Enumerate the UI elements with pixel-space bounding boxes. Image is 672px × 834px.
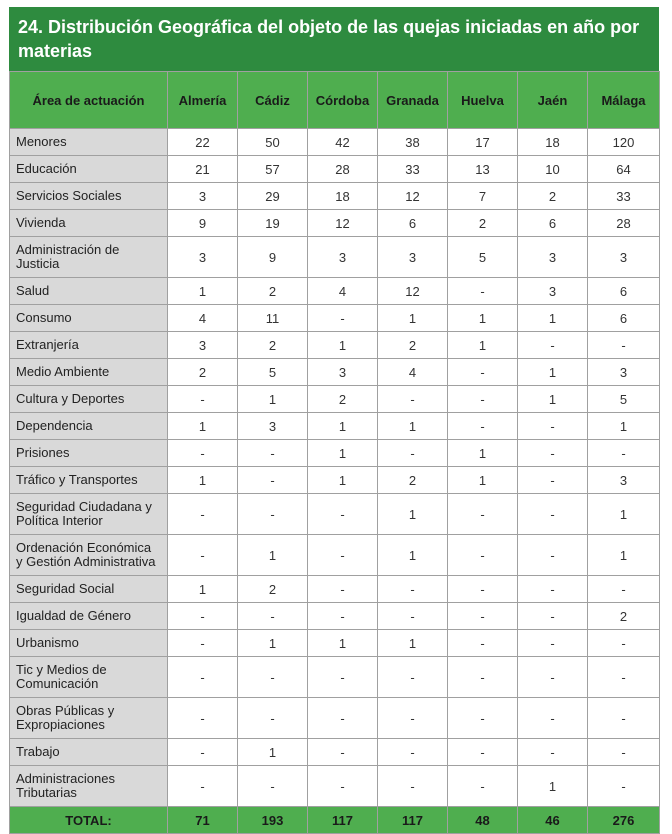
cell-value: 1 [378,305,448,332]
cell-value: - [378,766,448,807]
cell-value: - [308,603,378,630]
cell-value: 1 [518,359,588,386]
cell-value: 12 [378,278,448,305]
cell-value: 1 [308,413,378,440]
cell-value: - [588,657,660,698]
cell-value: 1 [518,766,588,807]
cell-value: - [448,603,518,630]
cell-value: 3 [168,332,238,359]
cell-value: 1 [378,630,448,657]
cell-value: 1 [448,305,518,332]
cell-value: 1 [238,535,308,576]
cell-value: - [518,440,588,467]
cell-value: - [378,440,448,467]
cell-value: - [168,494,238,535]
cell-value: 19 [238,210,308,237]
row-label: Igualdad de Género [10,603,168,630]
cell-value: - [448,413,518,440]
cell-value: - [168,698,238,739]
cell-value: 9 [238,237,308,278]
cell-value: - [448,766,518,807]
row-label: Menores [10,129,168,156]
total-row [10,807,660,834]
table-frame [9,7,659,834]
table-row [10,657,660,698]
table-row [10,739,660,766]
row-label: Salud [10,278,168,305]
header-jaen: Jaén [518,72,588,129]
table-row [10,440,660,467]
cell-value: - [238,494,308,535]
cell-value: 2 [238,278,308,305]
header-granada: Granada [378,72,448,129]
row-label: Trabajo [10,739,168,766]
cell-value: - [308,305,378,332]
table-row [10,386,660,413]
cell-value: 42 [308,129,378,156]
cell-value: 50 [238,129,308,156]
row-label: Consumo [10,305,168,332]
cell-value: 3 [238,413,308,440]
table-row [10,183,660,210]
total-value: 117 [378,807,448,834]
table-row [10,698,660,739]
cell-value: - [588,698,660,739]
cell-value: 28 [588,210,660,237]
cell-value: 2 [238,576,308,603]
cell-value: 1 [518,386,588,413]
cell-value: - [308,657,378,698]
cell-value: - [378,739,448,766]
cell-value: - [518,535,588,576]
row-label: Obras Públicas y Expropiaciones [10,698,168,739]
cell-value: - [378,386,448,413]
cell-value: 4 [378,359,448,386]
cell-value: 1 [308,332,378,359]
cell-value: 12 [378,183,448,210]
cell-value: - [168,603,238,630]
cell-value: - [588,576,660,603]
cell-value: 2 [588,603,660,630]
cell-value: - [448,698,518,739]
cell-value: - [238,467,308,494]
cell-value: 22 [168,129,238,156]
cell-value: - [588,440,660,467]
cell-value: 1 [448,467,518,494]
cell-value: - [378,698,448,739]
cell-value: - [518,332,588,359]
table-row [10,156,660,183]
row-label: Extranjería [10,332,168,359]
cell-value: - [378,576,448,603]
cell-value: 1 [168,467,238,494]
cell-value: 1 [588,413,660,440]
cell-value: 2 [308,386,378,413]
cell-value: 38 [378,129,448,156]
cell-value: 12 [308,210,378,237]
table-row [10,630,660,657]
cell-value: 1 [588,535,660,576]
header-row [10,72,660,129]
table-row [10,305,660,332]
cell-value: - [518,494,588,535]
row-label: Seguridad Ciudadana y Política Interior [10,494,168,535]
cell-value: - [168,630,238,657]
cell-value: - [518,657,588,698]
cell-value: 2 [378,467,448,494]
cell-value: - [448,386,518,413]
cell-value: 1 [308,467,378,494]
cell-value: 3 [308,237,378,278]
cell-value: - [168,535,238,576]
cell-value: - [168,440,238,467]
row-label: Urbanismo [10,630,168,657]
cell-value: 1 [378,494,448,535]
cell-value: 11 [238,305,308,332]
cell-value: - [308,576,378,603]
cell-value: 1 [238,739,308,766]
cell-value: 4 [308,278,378,305]
cell-value: - [518,630,588,657]
table-row [10,766,660,807]
total-value: 48 [448,807,518,834]
cell-value: 2 [448,210,518,237]
cell-value: 3 [168,237,238,278]
cell-value: 3 [588,359,660,386]
cell-value: 120 [588,129,660,156]
cell-value: - [588,766,660,807]
row-label: Medio Ambiente [10,359,168,386]
cell-value: - [588,630,660,657]
cell-value: 3 [518,278,588,305]
cell-value: 2 [378,332,448,359]
cell-value: - [518,739,588,766]
row-label: Servicios Sociales [10,183,168,210]
cell-value: - [238,440,308,467]
cell-value: 1 [588,494,660,535]
cell-value: 21 [168,156,238,183]
cell-value: - [168,386,238,413]
row-label: Dependencia [10,413,168,440]
cell-value: 2 [168,359,238,386]
cell-value: - [518,576,588,603]
cell-value: - [238,657,308,698]
cell-value: 6 [588,305,660,332]
cell-value: 1 [238,386,308,413]
row-label: Tic y Medios de Comunicación [10,657,168,698]
header-cadiz: Cádiz [238,72,308,129]
header-cordoba: Córdoba [308,72,378,129]
cell-value: 1 [448,332,518,359]
cell-value: 1 [168,576,238,603]
cell-value: 18 [308,183,378,210]
cell-value: 13 [448,156,518,183]
cell-value: - [168,739,238,766]
cell-value: 1 [308,630,378,657]
cell-value: - [448,278,518,305]
table-row [10,332,660,359]
cell-value: - [448,576,518,603]
table-row [10,237,660,278]
cell-value: - [308,739,378,766]
cell-value: 28 [308,156,378,183]
cell-value: - [168,766,238,807]
cell-value: - [588,332,660,359]
cell-value: 6 [378,210,448,237]
cell-value: - [308,766,378,807]
cell-value: 1 [448,440,518,467]
cell-value: - [448,359,518,386]
row-label: Administración de Justicia [10,237,168,278]
total-value: 276 [588,807,660,834]
cell-value: - [448,535,518,576]
cell-value: 1 [518,305,588,332]
cell-value: 3 [308,359,378,386]
total-value: 117 [308,807,378,834]
table-row [10,359,660,386]
table-row [10,576,660,603]
table-row [10,210,660,237]
cell-value: 3 [168,183,238,210]
cell-value: - [378,603,448,630]
cell-value: 2 [518,183,588,210]
cell-value: - [448,657,518,698]
cell-value: 1 [238,630,308,657]
cell-value: 3 [378,237,448,278]
cell-value: - [518,603,588,630]
table-row [10,278,660,305]
row-label: Prisiones [10,440,168,467]
header-almeria: Almería [168,72,238,129]
total-value: 193 [238,807,308,834]
cell-value: 3 [518,237,588,278]
table-row [10,603,660,630]
cell-value: 29 [238,183,308,210]
cell-value: 3 [588,467,660,494]
cell-value: 10 [518,156,588,183]
row-label: Vivienda [10,210,168,237]
cell-value: - [518,698,588,739]
cell-value: - [308,494,378,535]
table-row [10,467,660,494]
cell-value: - [588,739,660,766]
cell-value: - [238,698,308,739]
cell-value: 64 [588,156,660,183]
cell-value: 5 [588,386,660,413]
cell-value: - [378,657,448,698]
cell-value: - [448,494,518,535]
row-label: Educación [10,156,168,183]
cell-value: 1 [378,535,448,576]
cell-value: 33 [588,183,660,210]
row-label: Seguridad Social [10,576,168,603]
cell-value: - [238,766,308,807]
cell-value: 18 [518,129,588,156]
row-label: Administraciones Tributarias [10,766,168,807]
cell-value: 6 [588,278,660,305]
cell-value: - [308,535,378,576]
row-label: Ordenación Económica y Gestión Administrativa [10,535,168,576]
cell-value: 5 [238,359,308,386]
complaints-table [9,71,660,834]
cell-value: 1 [308,440,378,467]
total-value: 46 [518,807,588,834]
cell-value: - [518,467,588,494]
header-malaga: Málaga [588,72,660,129]
cell-value: - [448,630,518,657]
total-value: 71 [168,807,238,834]
total-label: TOTAL: [10,807,168,834]
cell-value: 17 [448,129,518,156]
cell-value: 5 [448,237,518,278]
cell-value: 6 [518,210,588,237]
table-row [10,494,660,535]
row-label: Tráfico y Transportes [10,467,168,494]
header-area: Área de actuación [10,72,168,129]
cell-value: 7 [448,183,518,210]
cell-value: 1 [168,278,238,305]
cell-value: 33 [378,156,448,183]
cell-value: - [518,413,588,440]
cell-value: 4 [168,305,238,332]
table-title: 24. Distribución Geográfica del objeto de las quejas iniciadas en año por materias [9,7,659,71]
table-row [10,129,660,156]
table-row [10,413,660,440]
cell-value: 1 [378,413,448,440]
header-huelva: Huelva [448,72,518,129]
cell-value: 1 [168,413,238,440]
table-row [10,535,660,576]
cell-value: 2 [238,332,308,359]
cell-value: - [308,698,378,739]
cell-value: - [238,603,308,630]
cell-value: 57 [238,156,308,183]
cell-value: - [448,739,518,766]
cell-value: 9 [168,210,238,237]
cell-value: 3 [588,237,660,278]
cell-value: - [168,657,238,698]
row-label: Cultura y Deportes [10,386,168,413]
